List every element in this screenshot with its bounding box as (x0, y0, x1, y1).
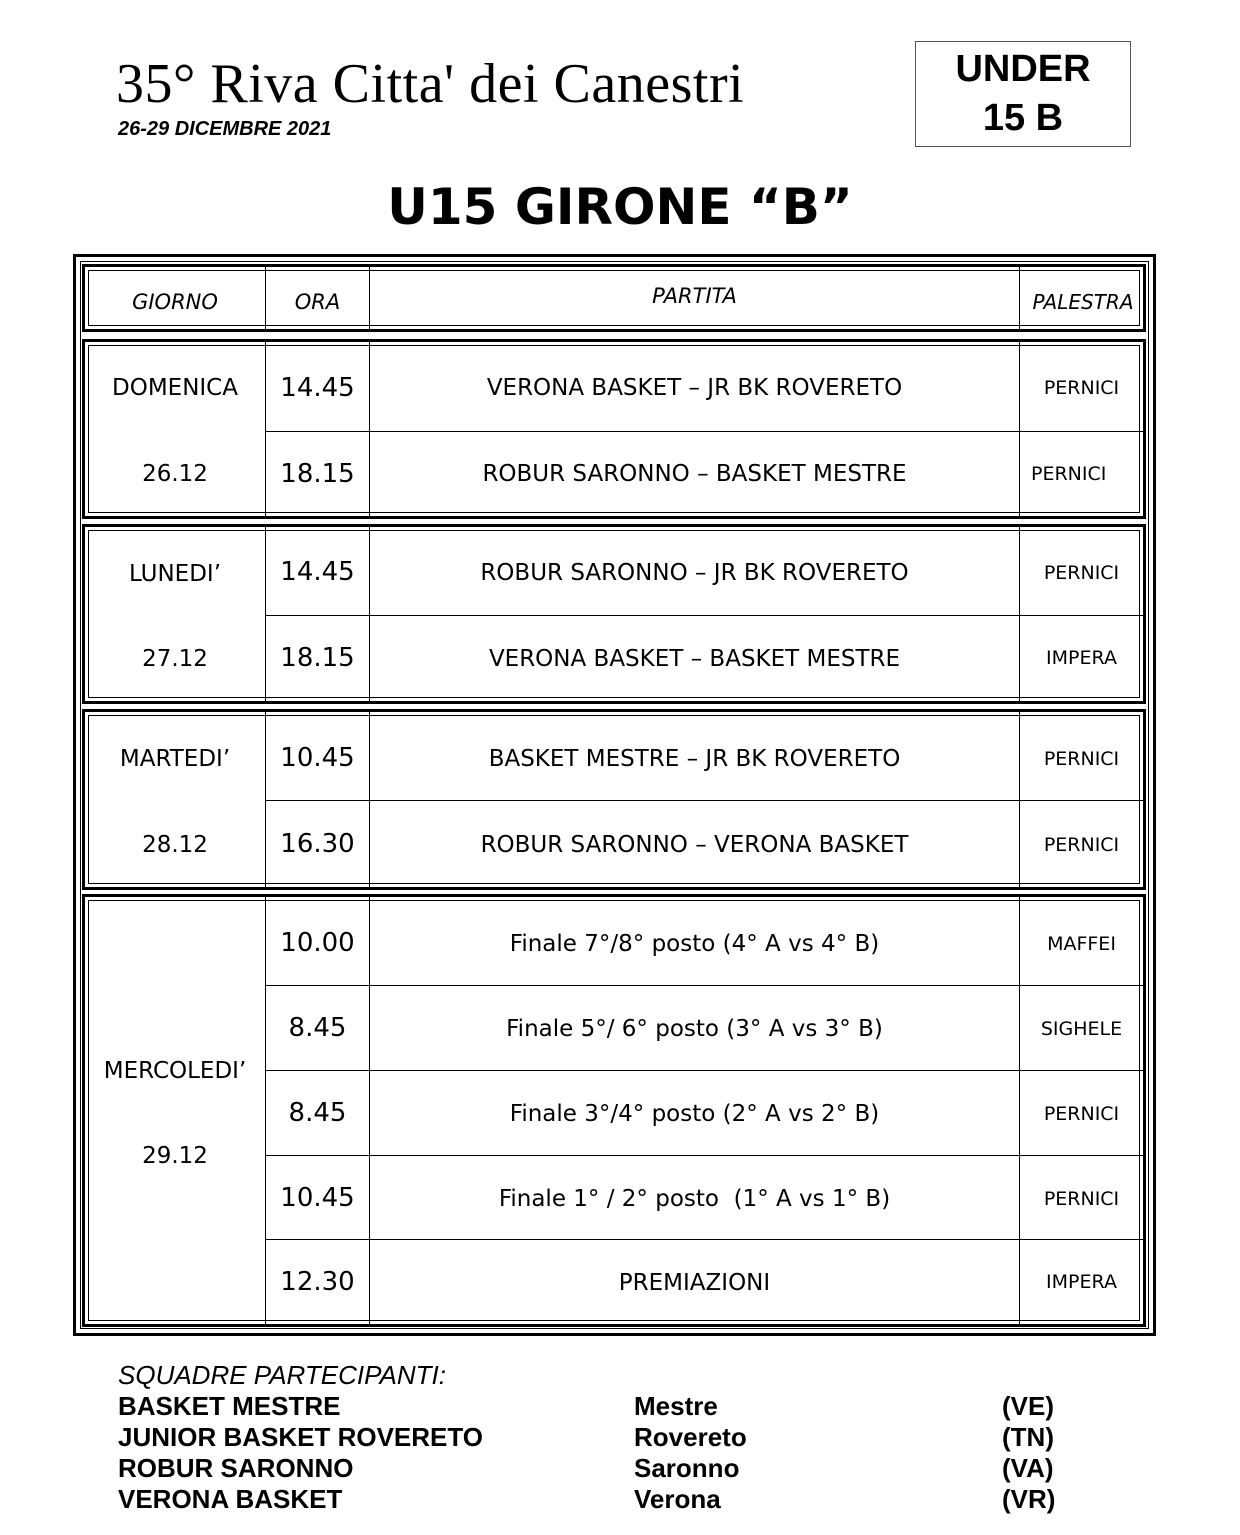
game-match: VERONA BASKET – BASKET MESTRE (488, 646, 901, 672)
category-line-1: UNDER (955, 47, 1091, 90)
game-match: Finale 5°/ 6° posto (3° A vs 3° B) (506, 1016, 883, 1042)
team-province: (VE) (1002, 1391, 1054, 1421)
day-name: DOMENICA (112, 375, 238, 401)
day-date: 28.12 (142, 832, 208, 858)
teams-heading: SQUADRE PARTECIPANTI: (118, 1360, 446, 1390)
col-partita: PARTITA (652, 284, 737, 308)
team-row (118, 1453, 1118, 1484)
event-dates: 26-29 DICEMBRE 2021 (118, 118, 332, 140)
game-venue: SIGHELE (1040, 1018, 1123, 1040)
col-palestra: PALESTRA (1032, 290, 1134, 314)
game-match: ROBUR SARONNO – VERONA BASKET (480, 832, 909, 858)
page-title: 35° Riva Citta' dei Canestri (116, 53, 745, 115)
game-venue: MAFFEI (1047, 933, 1116, 955)
team-row (118, 1484, 1118, 1515)
game-venue: PERNICI (1043, 1103, 1120, 1125)
team-city: Verona (634, 1484, 721, 1514)
game-venue: IMPERA (1046, 647, 1117, 669)
day-date: 29.12 (142, 1143, 208, 1169)
day-block-lunedi (82, 524, 1146, 704)
game-match: PREMIAZIONI (618, 1270, 771, 1296)
day-name: MERCOLEDI’ (103, 1058, 247, 1084)
day-block-martedi (82, 709, 1146, 890)
game-match: Finale 7°/8° posto (4° A vs 4° B) (509, 931, 880, 957)
game-venue: PERNICI (1043, 1188, 1120, 1210)
game-match: BASKET MESTRE – JR BK ROVERETO (488, 746, 901, 772)
game-venue: IMPERA (1046, 1271, 1117, 1293)
day-name: LUNEDI’ (128, 561, 222, 587)
game-time: 14.45 (280, 373, 355, 403)
game-venue: PERNICI (1043, 377, 1120, 399)
category-box (915, 41, 1131, 147)
col-ora: ORA (294, 290, 341, 314)
day-name: MARTEDI’ (119, 746, 231, 772)
day-block-domenica (82, 339, 1146, 519)
game-match: VERONA BASKET – JR BK ROVERETO (486, 375, 903, 401)
team-city: Saronno (634, 1453, 740, 1483)
day-date: 27.12 (142, 646, 208, 672)
team-row (118, 1422, 1118, 1453)
col-giorno: GIORNO (132, 290, 218, 314)
category-line-2: 15 B (982, 97, 1064, 139)
game-time: 16.30 (280, 829, 355, 859)
team-name: VERONA BASKET (118, 1484, 343, 1514)
game-match: ROBUR SARONNO – BASKET MESTRE (482, 461, 907, 487)
game-venue: PERNICI (1031, 463, 1107, 485)
team-province: (VA) (1002, 1453, 1054, 1483)
team-name: ROBUR SARONNO (118, 1453, 354, 1483)
team-province: (VR) (1002, 1484, 1056, 1514)
girone-title: U15 GIRONE “B” (387, 178, 853, 236)
team-city: Rovereto (634, 1422, 747, 1452)
day-block-mercoledi (82, 894, 1146, 1327)
table-header (82, 264, 1146, 332)
team-name: BASKET MESTRE (118, 1391, 341, 1421)
game-match: ROBUR SARONNO – JR BK ROVERETO (480, 560, 909, 586)
game-venue: PERNICI (1043, 562, 1120, 584)
day-date: 26.12 (142, 461, 208, 487)
game-time: 10.00 (280, 928, 355, 958)
team-row (118, 1391, 1118, 1422)
game-venue: PERNICI (1043, 834, 1120, 856)
game-match: Finale 1° / 2° posto (1° A vs 1° B) (498, 1186, 891, 1212)
game-time: 8.45 (288, 1013, 347, 1043)
game-venue: PERNICI (1043, 748, 1120, 770)
game-time: 10.45 (280, 743, 355, 773)
team-province: (TN) (1002, 1422, 1054, 1452)
game-time: 18.15 (280, 459, 355, 489)
team-name: JUNIOR BASKET ROVERETO (118, 1422, 484, 1452)
game-time: 12.30 (280, 1267, 355, 1297)
game-time: 18.15 (280, 643, 355, 673)
game-time: 8.45 (288, 1098, 347, 1128)
game-match: Finale 3°/4° posto (2° A vs 2° B) (509, 1101, 880, 1127)
game-time: 10.45 (280, 1183, 355, 1213)
game-time: 14.45 (280, 557, 355, 587)
team-city: Mestre (634, 1391, 718, 1421)
